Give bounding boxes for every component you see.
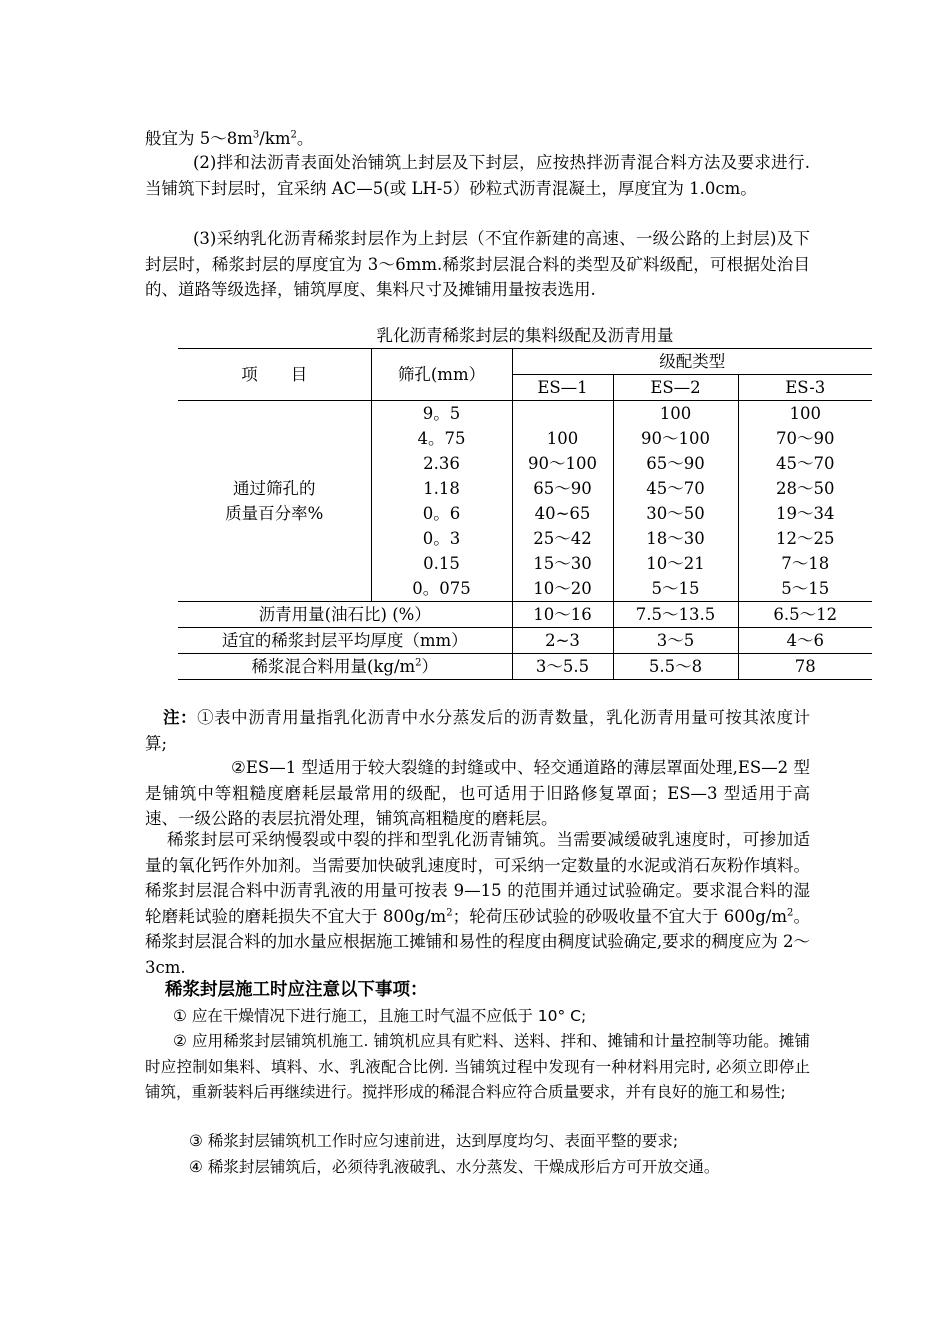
table-row-passing (178, 401, 872, 602)
asphalt-label: 沥青用量(油石比) (%） (178, 602, 512, 628)
table-cell: 2~3 (512, 628, 613, 654)
table-cell: 0.15 (423, 554, 460, 573)
table-cell: 10～20 (533, 579, 592, 598)
table-row-asphalt (178, 602, 872, 628)
table-cell: 19～34 (776, 504, 835, 523)
table-cell: 0。6 (422, 504, 461, 523)
table-cell: 6.5～12 (738, 602, 872, 628)
table-cell: 100 (546, 429, 579, 448)
table-cell: 4～6 (738, 628, 872, 654)
table-cell: 5～15 (651, 579, 700, 598)
table-cell: 0。075 (412, 579, 471, 598)
header-es3: ES-3 (738, 375, 872, 401)
text-span: 。稀浆封层混合料的加水量应根据施工摊铺和易性的程度由稠度试验确定,要求的稠度应为 2～3cm. (145, 906, 810, 977)
table-cell: 2.36 (423, 454, 460, 473)
table-cell: 25～42 (533, 529, 592, 548)
table-cell: 70～90 (776, 429, 835, 448)
table-cell: 45～70 (646, 479, 705, 498)
text-span: 稀浆封层可采纳慢裂或中裂的拌和型乳化沥青铺筑。当需要减缓破乳速度时，可掺加适量的氧化钙作外加剂。当需要加快破乳速度时，可采纳一定数量的水泥或消石灰粉作填料。稀浆封层混合料中沥青乳液的用量可按表 9—15 的范围并通过试验确定。要求混合料的湿轮磨耗试验的磨耗损失不宜大于 800g/m (145, 830, 810, 926)
text-span: 。 (296, 129, 314, 148)
section-heading: 稀浆封层施工时应注意以下事项： (165, 980, 428, 1000)
note-label: 注： (163, 708, 198, 727)
table-cell: 4。75 (417, 429, 466, 448)
table-cell: 40~65 (534, 504, 591, 523)
es3-column (738, 401, 872, 602)
es2-column (613, 401, 738, 602)
table-cell: 15～30 (533, 554, 592, 573)
paragraph-slurry (145, 827, 810, 980)
header-es1: ES—1 (512, 375, 613, 401)
grading-table (178, 348, 872, 680)
header-grading-type: 级配类型 (512, 349, 872, 375)
table-cell: 78 (738, 654, 872, 680)
text-span: 稀浆混合料用量(kg/m (251, 657, 416, 676)
table-cell (513, 401, 613, 426)
header-item: 项 目 (178, 349, 371, 401)
paragraph-item-3: (3)采纳乳化沥青稀浆封层作为上封层（不宜作新建的高速、一级公路的上封层)及下封层时，稀浆封层的厚度宜为 3～6mm.稀浆封层混合料的类型及矿料级配，可根据处治目的、道路等级选择，铺筑厚度、集料尺寸及摊铺用量按表选用. (145, 229, 810, 299)
superscript: 3 (252, 129, 260, 141)
superscript: 2 (290, 129, 297, 141)
paragraph-item-2: (2)拌和法沥青表面处治铺筑上封层及下封层，应按热拌沥青混合料方法及要求进行.当铺筑下封层时，宜采纳 AC—5(或 LH-5）砂粒式沥青混凝土，厚度宜为 1.0cm。 (145, 153, 810, 198)
table-cell: 10～21 (646, 554, 705, 573)
item-3: ③ 稀浆封层铺筑机工作时应匀速前进，达到厚度均匀、表面平整的要求; (189, 1132, 679, 1150)
table-cell: 90～100 (528, 454, 597, 473)
amount-label (178, 654, 512, 680)
superscript: 2 (446, 907, 453, 918)
item-4: ④ 稀浆封层铺筑后，必须待乳液破乳、水分蒸发、干燥成形后方可开放交通。 (189, 1158, 720, 1176)
table-row-thickness (178, 628, 872, 654)
thickness-label: 适宜的稀浆封层平均厚度（mm） (178, 628, 512, 654)
passing-label-line: 通过筛孔的 (233, 479, 316, 498)
header-sieve: 筛孔(mm） (371, 349, 512, 401)
passing-label (178, 401, 371, 602)
paragraph-continuation (145, 126, 810, 152)
table-cell: 18～30 (646, 529, 705, 548)
item-2: ② 应用稀浆封层铺筑机施工. 铺筑机应具有贮料、送料、拌和、摊铺和计量控制等功能。摊铺时应控制如集料、填料、水、乳液配合比例. 当铺筑过程中发现有一种材料用完时, 必须立即停止铺筑，重新装料后再继续进行。搅拌形成的稀混合料应符合质量要求，并有良好的施工和易性; (145, 1032, 810, 1101)
table-cell: 100 (789, 404, 822, 423)
table-cell: 0。3 (422, 529, 461, 548)
sieve-column (371, 401, 512, 602)
table-cell: 5～15 (781, 579, 830, 598)
table-cell: 5.5～8 (613, 654, 738, 680)
table-cell: 9。5 (422, 404, 461, 423)
table-cell: 3～5 (613, 628, 738, 654)
text-span: ；轮荷压砂试验的砂吸收量不宜大于 600g/m (452, 906, 787, 926)
note-2: ②ES—1 型适用于较大裂缝的封缝或中、轻交通道路的薄层罩面处理,ES—2 型是铺筑中等粗糙度磨耗层最常用的级配，也可适用于旧路修复罩面；ES—3 型适用于高速、一级公路的表层抗滑处理，铺筑高粗糙度的磨耗层。 (145, 758, 810, 828)
superscript: 2 (415, 657, 422, 669)
table-cell: 7～18 (781, 554, 830, 573)
table-cell: 1.18 (423, 479, 460, 498)
table-cell: 28～50 (776, 479, 835, 498)
table-row-amount (178, 654, 872, 680)
table-cell: 65～90 (646, 454, 705, 473)
table-caption: 乳化沥青稀浆封层的集料级配及沥青用量 (376, 326, 674, 345)
table-cell: 90～100 (641, 429, 710, 448)
header-es2: ES—2 (613, 375, 738, 401)
table-cell: 12～25 (776, 529, 835, 548)
table-cell: 30～50 (646, 504, 705, 523)
superscript: 2 (787, 907, 794, 918)
table-cell: 7.5～13.5 (613, 602, 738, 628)
note-text: ①表中沥青用量指乳化沥青中水分蒸发后的沥青数量，乳化沥青用量可按其浓度计算; (145, 708, 811, 753)
note-1 (145, 705, 810, 756)
table-cell: 65～90 (533, 479, 592, 498)
es1-column (512, 401, 613, 602)
table-cell: 45～70 (776, 454, 835, 473)
item-1: ① 应在干燥情况下进行施工，且施工时气温不应低于 10° C; (173, 1007, 587, 1025)
text-span: ） (421, 657, 439, 676)
table-cell: 3～5.5 (512, 654, 613, 680)
text-span: /km (259, 129, 291, 148)
passing-label-line: 质量百分率% (225, 504, 324, 523)
text-span: 般宜为 5～8m (145, 129, 253, 148)
table-cell: 10～16 (512, 602, 613, 628)
table-header-row (178, 349, 872, 375)
table-cell: 100 (659, 404, 692, 423)
